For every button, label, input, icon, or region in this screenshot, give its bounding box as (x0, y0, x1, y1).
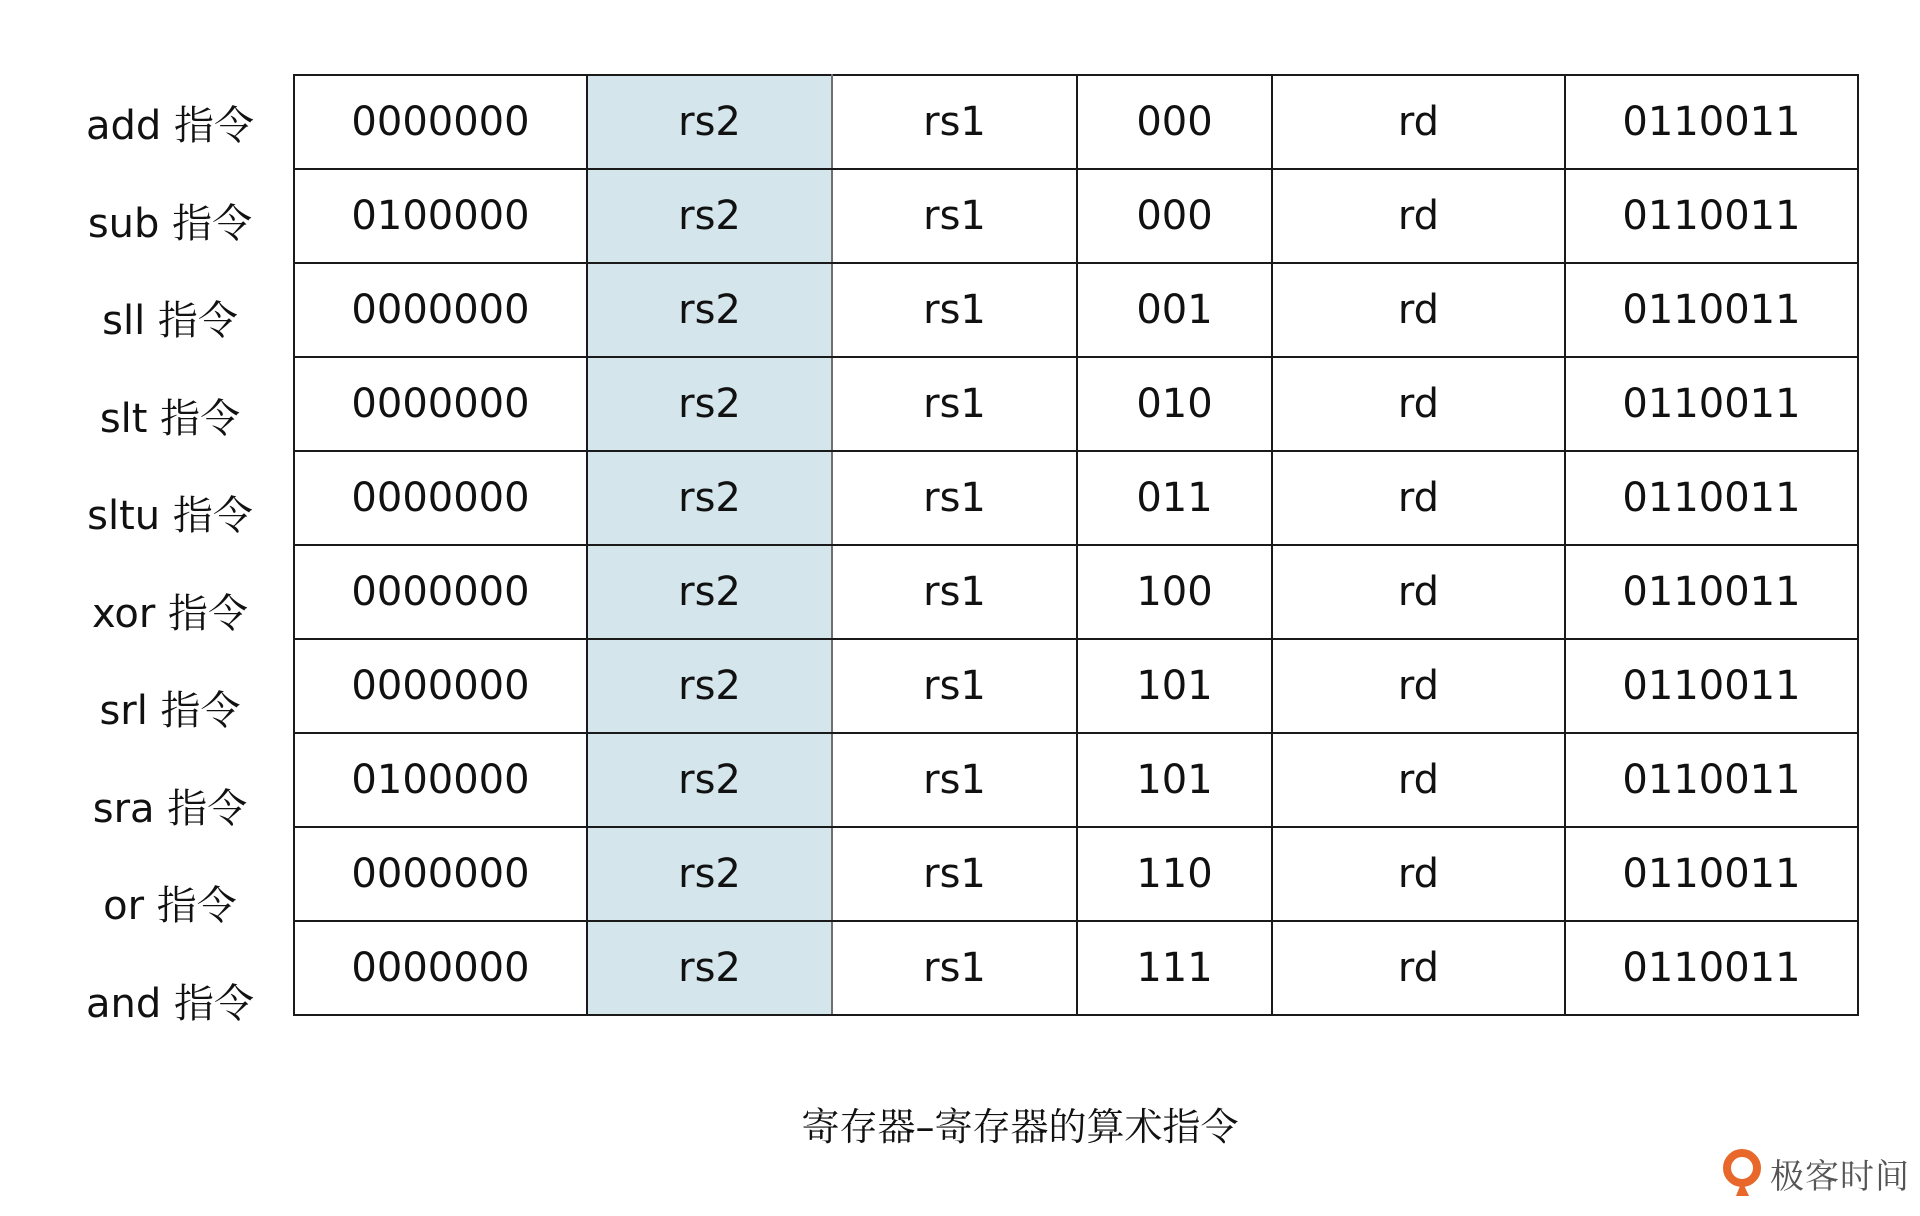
cell-rs2: rs2 (587, 545, 832, 639)
table-row (294, 75, 1858, 169)
cell-funct7: 0000000 (294, 75, 587, 169)
cell-rd: rd (1272, 357, 1565, 451)
cell-rd: rd (1272, 263, 1565, 357)
cell-opcode: 0110011 (1565, 263, 1858, 357)
table-row (294, 733, 1858, 827)
cell-rd: rd (1272, 827, 1565, 921)
cell-opcode: 0110011 (1565, 357, 1858, 451)
table-row (294, 263, 1858, 357)
cell-funct3: 110 (1077, 827, 1272, 921)
cell-rs1: rs1 (832, 545, 1077, 639)
table-row (294, 639, 1858, 733)
cell-funct7: 0000000 (294, 451, 587, 545)
cell-funct3: 000 (1077, 169, 1272, 263)
geektime-logo-icon (1722, 1148, 1764, 1198)
instruction-label: sra 指令 (92, 785, 248, 832)
cell-funct7: 0000000 (294, 357, 587, 451)
instruction-label: sub 指令 (87, 200, 253, 247)
cell-funct7: 0100000 (294, 733, 587, 827)
cell-rs2: rs2 (587, 921, 832, 1015)
cell-funct3: 101 (1077, 733, 1272, 827)
cell-opcode: 0110011 (1565, 75, 1858, 169)
cell-rs1: rs1 (832, 169, 1077, 263)
brand-name: 极客时间 (1770, 1156, 1910, 1197)
cell-rs2: rs2 (587, 263, 832, 357)
cell-rd: rd (1272, 733, 1565, 827)
cell-rs2: rs2 (587, 733, 832, 827)
instruction-label: xor 指令 (91, 590, 249, 637)
cell-rs2: rs2 (587, 169, 832, 263)
cell-rd: rd (1272, 545, 1565, 639)
cell-rd: rd (1272, 75, 1565, 169)
cell-rs2: rs2 (587, 639, 832, 733)
cell-rd: rd (1272, 639, 1565, 733)
cell-funct3: 001 (1077, 263, 1272, 357)
cell-opcode: 0110011 (1565, 827, 1858, 921)
cell-rs2: rs2 (587, 451, 832, 545)
cell-funct7: 0000000 (294, 827, 587, 921)
cell-opcode: 0110011 (1565, 545, 1858, 639)
instruction-label: srl 指令 (99, 688, 241, 735)
instruction-label: slt 指令 (99, 395, 241, 442)
instruction-label: sltu 指令 (87, 493, 253, 540)
cell-funct7: 0000000 (294, 639, 587, 733)
cell-funct3: 100 (1077, 545, 1272, 639)
cell-funct3: 000 (1077, 75, 1272, 169)
instruction-label: and 指令 (86, 980, 254, 1027)
table-row (294, 921, 1858, 1015)
cell-funct7: 0000000 (294, 545, 587, 639)
cell-funct7: 0100000 (294, 169, 587, 263)
figure-caption: 寄存器–寄存器的算术指令 (801, 1105, 1239, 1149)
row-labels (60, 74, 280, 1049)
cell-rs1: rs1 (832, 921, 1077, 1015)
cell-funct3: 101 (1077, 639, 1272, 733)
instruction-label: sll 指令 (102, 298, 238, 345)
cell-funct7: 0000000 (294, 921, 587, 1015)
cell-opcode: 0110011 (1565, 733, 1858, 827)
instruction-label: or 指令 (103, 883, 237, 930)
table-row (294, 545, 1858, 639)
cell-funct3: 011 (1077, 451, 1272, 545)
instruction-label: add 指令 (85, 103, 254, 150)
instruction-encoding-table (293, 74, 1859, 1016)
table-row (294, 827, 1858, 921)
cell-rs2: rs2 (587, 827, 832, 921)
table-row (294, 451, 1858, 545)
cell-rs1: rs1 (832, 733, 1077, 827)
cell-rd: rd (1272, 169, 1565, 263)
cell-rd: rd (1272, 451, 1565, 545)
cell-rs2: rs2 (587, 357, 832, 451)
cell-rd: rd (1272, 921, 1565, 1015)
cell-funct3: 010 (1077, 357, 1272, 451)
cell-rs2: rs2 (587, 75, 832, 169)
cell-rs1: rs1 (832, 357, 1077, 451)
brand-logo (1722, 1148, 1910, 1198)
cell-rs1: rs1 (832, 451, 1077, 545)
cell-rs1: rs1 (832, 639, 1077, 733)
cell-opcode: 0110011 (1565, 921, 1858, 1015)
cell-opcode: 0110011 (1565, 169, 1858, 263)
cell-rs1: rs1 (832, 75, 1077, 169)
table-row (294, 169, 1858, 263)
cell-funct7: 0000000 (294, 263, 587, 357)
cell-rs1: rs1 (832, 827, 1077, 921)
cell-funct3: 111 (1077, 921, 1272, 1015)
cell-opcode: 0110011 (1565, 451, 1858, 545)
cell-rs1: rs1 (832, 263, 1077, 357)
table-row (294, 357, 1858, 451)
cell-opcode: 0110011 (1565, 639, 1858, 733)
